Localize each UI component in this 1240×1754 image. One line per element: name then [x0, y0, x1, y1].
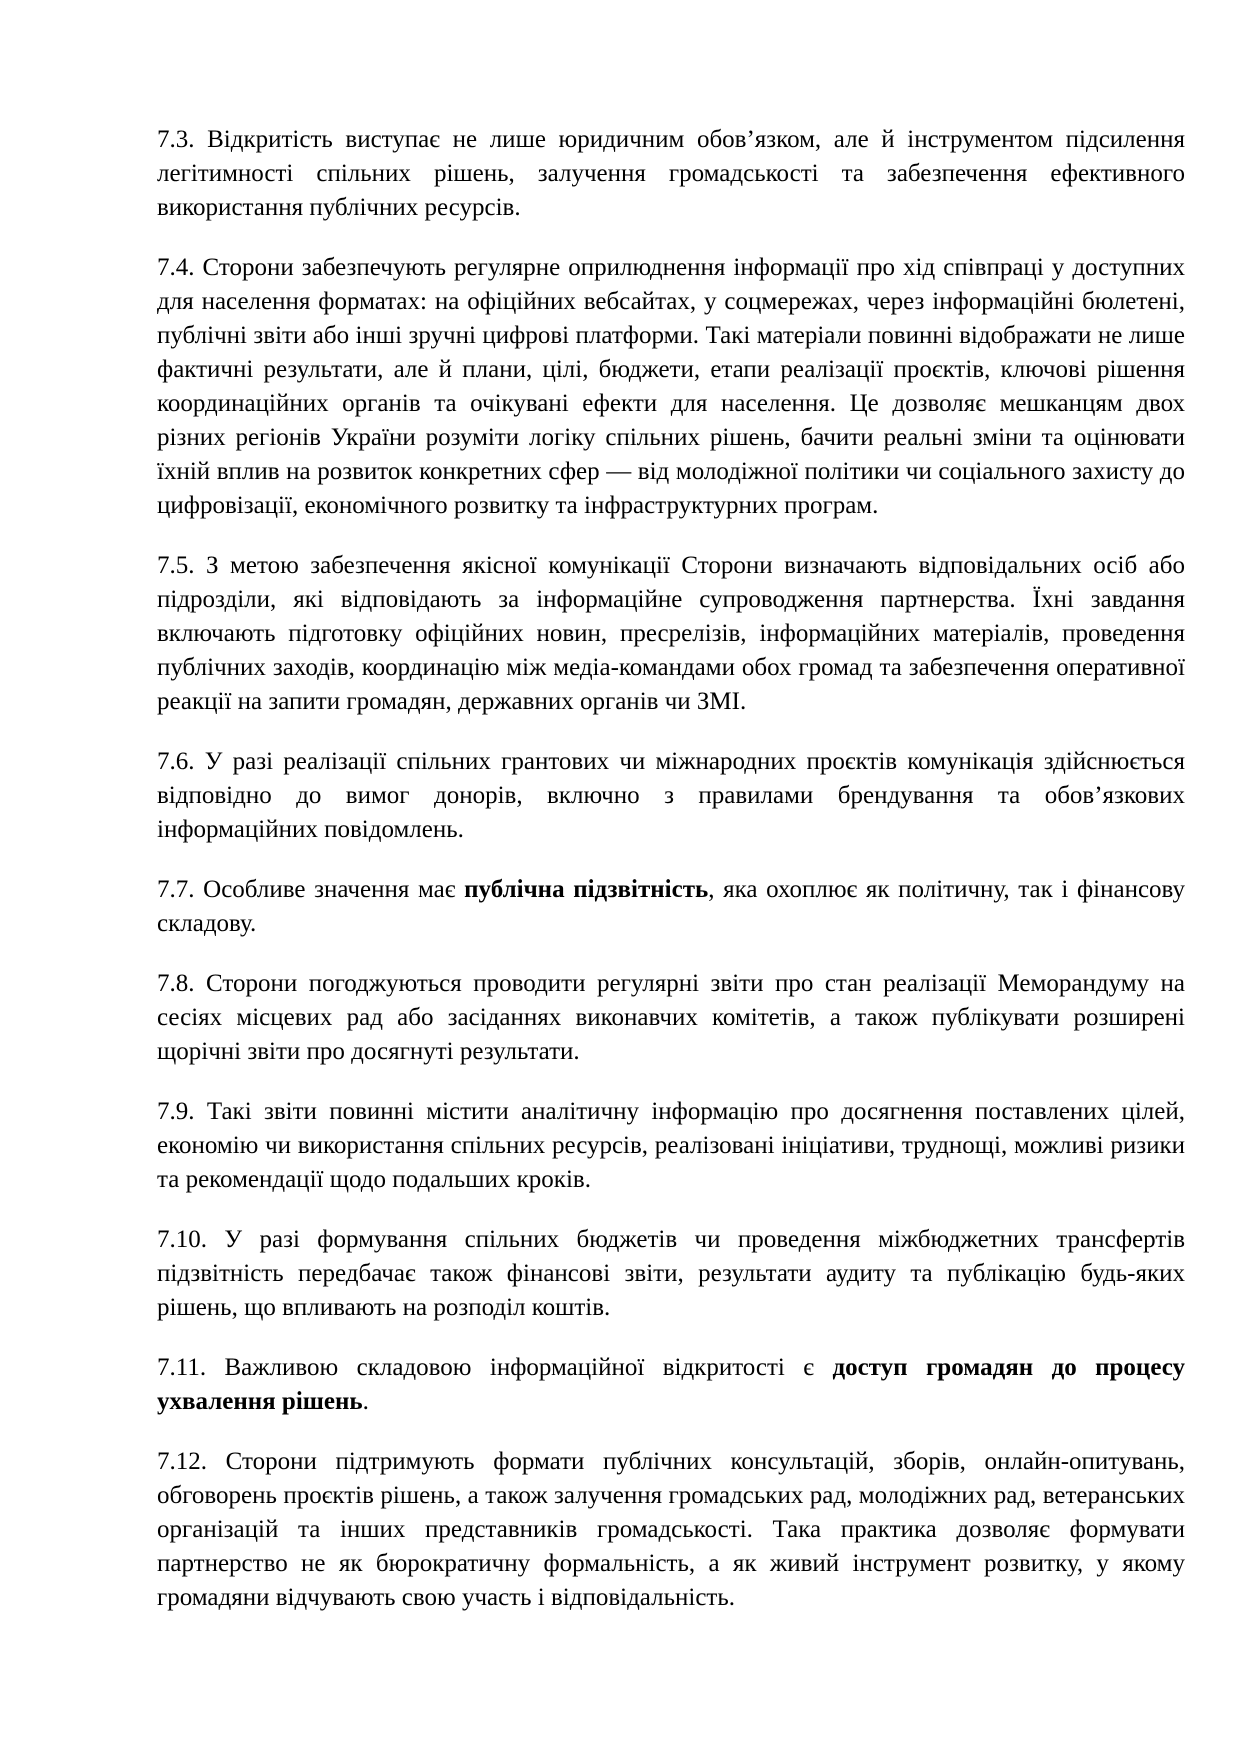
- paragraph-number: 7.9.: [157, 1098, 195, 1125]
- paragraph-number: 7.8.: [157, 970, 195, 997]
- paragraph-number: 7.7.: [157, 876, 195, 903]
- paragraph-bold-text: публічна підзвітність: [464, 876, 709, 903]
- paragraph-7-6: [157, 745, 1185, 847]
- paragraph-text: Сторони підтримують формати публічних консультацій, зборів, онлайн-опитувань, обговорень проєктів рішень, а також залучення громадських рад, молодіжних рад, ветеранських організацій та інших представників громадськості. Така практика дозволяє формувати партнерство не як бюрократичну формальність, а як живий інструмент розвитку, у якому громадяни відчувають свою участь і відповідальність.: [157, 1448, 1186, 1611]
- paragraph-number: 7.12.: [157, 1448, 207, 1475]
- paragraph-text: Сторони забезпечують регулярне оприлюднення інформації про хід співпраці у доступних для населення форматах: на офіційних вебсайтах, у соцмережах, через інформаційні бюлетені, публічні звіти або інші зручні цифрові платформи. Такі матеріали повинні відображати не лише фактичні результати, але й плани, цілі, бюджети, етапи реалізації проєктів, ключові рішення координаційних органів та очікувані ефекти для населення. Це дозволяє мешканцям двох різних регіонів України розуміти логіку спільних рішень, бачити реальні зміни та оцінювати їхній вплив на розвиток конкретних сфер — від молодіжної політики чи соціального захисту до цифровізації, економічного розвитку та інфраструктурних програм.: [157, 254, 1186, 519]
- paragraph-7-10: [157, 1223, 1185, 1325]
- paragraph-number: 7.3.: [157, 126, 195, 153]
- paragraph-bold-text: доступ громадян до процесу ухвалення рішень: [157, 1354, 1186, 1415]
- paragraph-text: , яка охоплює як політичну, так і фінансову складову.: [157, 876, 1186, 937]
- paragraph-text: Важливою складовою інформаційної відкритості є: [224, 1354, 833, 1381]
- paragraph-text: Особливе значення має: [203, 876, 465, 903]
- paragraph-7-3: [157, 123, 1185, 225]
- paragraph-text: Відкритість виступає не лише юридичним обов’язком, але й інструментом підсилення легітимності спільних рішень, залучення громадськості та забезпечення ефективного використання публічних ресурсів.: [157, 126, 1185, 221]
- paragraph-text: Сторони погоджуються проводити регулярні звіти про стан реалізації Меморандуму на сесіях місцевих рад або засіданнях виконавчих комітетів, а також публікувати розширені щорічні звіти про досягнуті результати.: [157, 970, 1186, 1065]
- paragraph-number: 7.5.: [157, 552, 195, 579]
- paragraph-7-11: [157, 1351, 1185, 1419]
- paragraph-number: 7.4.: [157, 254, 195, 281]
- paragraph-text: У разі реалізації спільних грантових чи міжнародних проєктів комунікація здійснюється відповідно до вимог донорів, включно з правилами брендування та обов’язкових інформаційних повідомлень.: [157, 748, 1185, 843]
- paragraph-text: У разі формування спільних бюджетів чи проведення міжбюджетних трансфертів підзвітність передбачає також фінансові звіти, результати аудиту та публікацію будь-яких рішень, що впливають на розподіл коштів.: [157, 1226, 1186, 1321]
- paragraph-number: 7.11.: [157, 1354, 207, 1381]
- paragraph-number: 7.10.: [157, 1226, 207, 1253]
- paragraph-text: З метою забезпечення якісної комунікації Сторони визначають відповідальних осіб або підрозділи, які відповідають за інформаційне супроводження партнерства. Їхні завдання включають підготовку офіційних новин, пресрелізів, інформаційних матеріалів, проведення публічних заходів, координацію між медіа-командами обох громад та забезпечення оперативної реакції на запити громадян, державних органів чи ЗМІ.: [157, 552, 1185, 715]
- paragraph-text: .: [362, 1388, 369, 1415]
- paragraph-number: 7.6.: [157, 748, 195, 775]
- document-body: [157, 123, 1185, 1615]
- paragraph-7-5: [157, 549, 1185, 719]
- paragraph-7-8: [157, 967, 1185, 1069]
- paragraph-7-4: [157, 251, 1185, 523]
- paragraph-7-7: [157, 873, 1185, 941]
- paragraph-7-9: [157, 1095, 1185, 1197]
- paragraph-text: Такі звіти повинні містити аналітичну інформацію про досягнення поставлених цілей, економію чи використання спільних ресурсів, реалізовані ініціативи, труднощі, можливі ризики та рекомендації щодо подальших кроків.: [157, 1098, 1186, 1193]
- paragraph-7-12: [157, 1445, 1185, 1615]
